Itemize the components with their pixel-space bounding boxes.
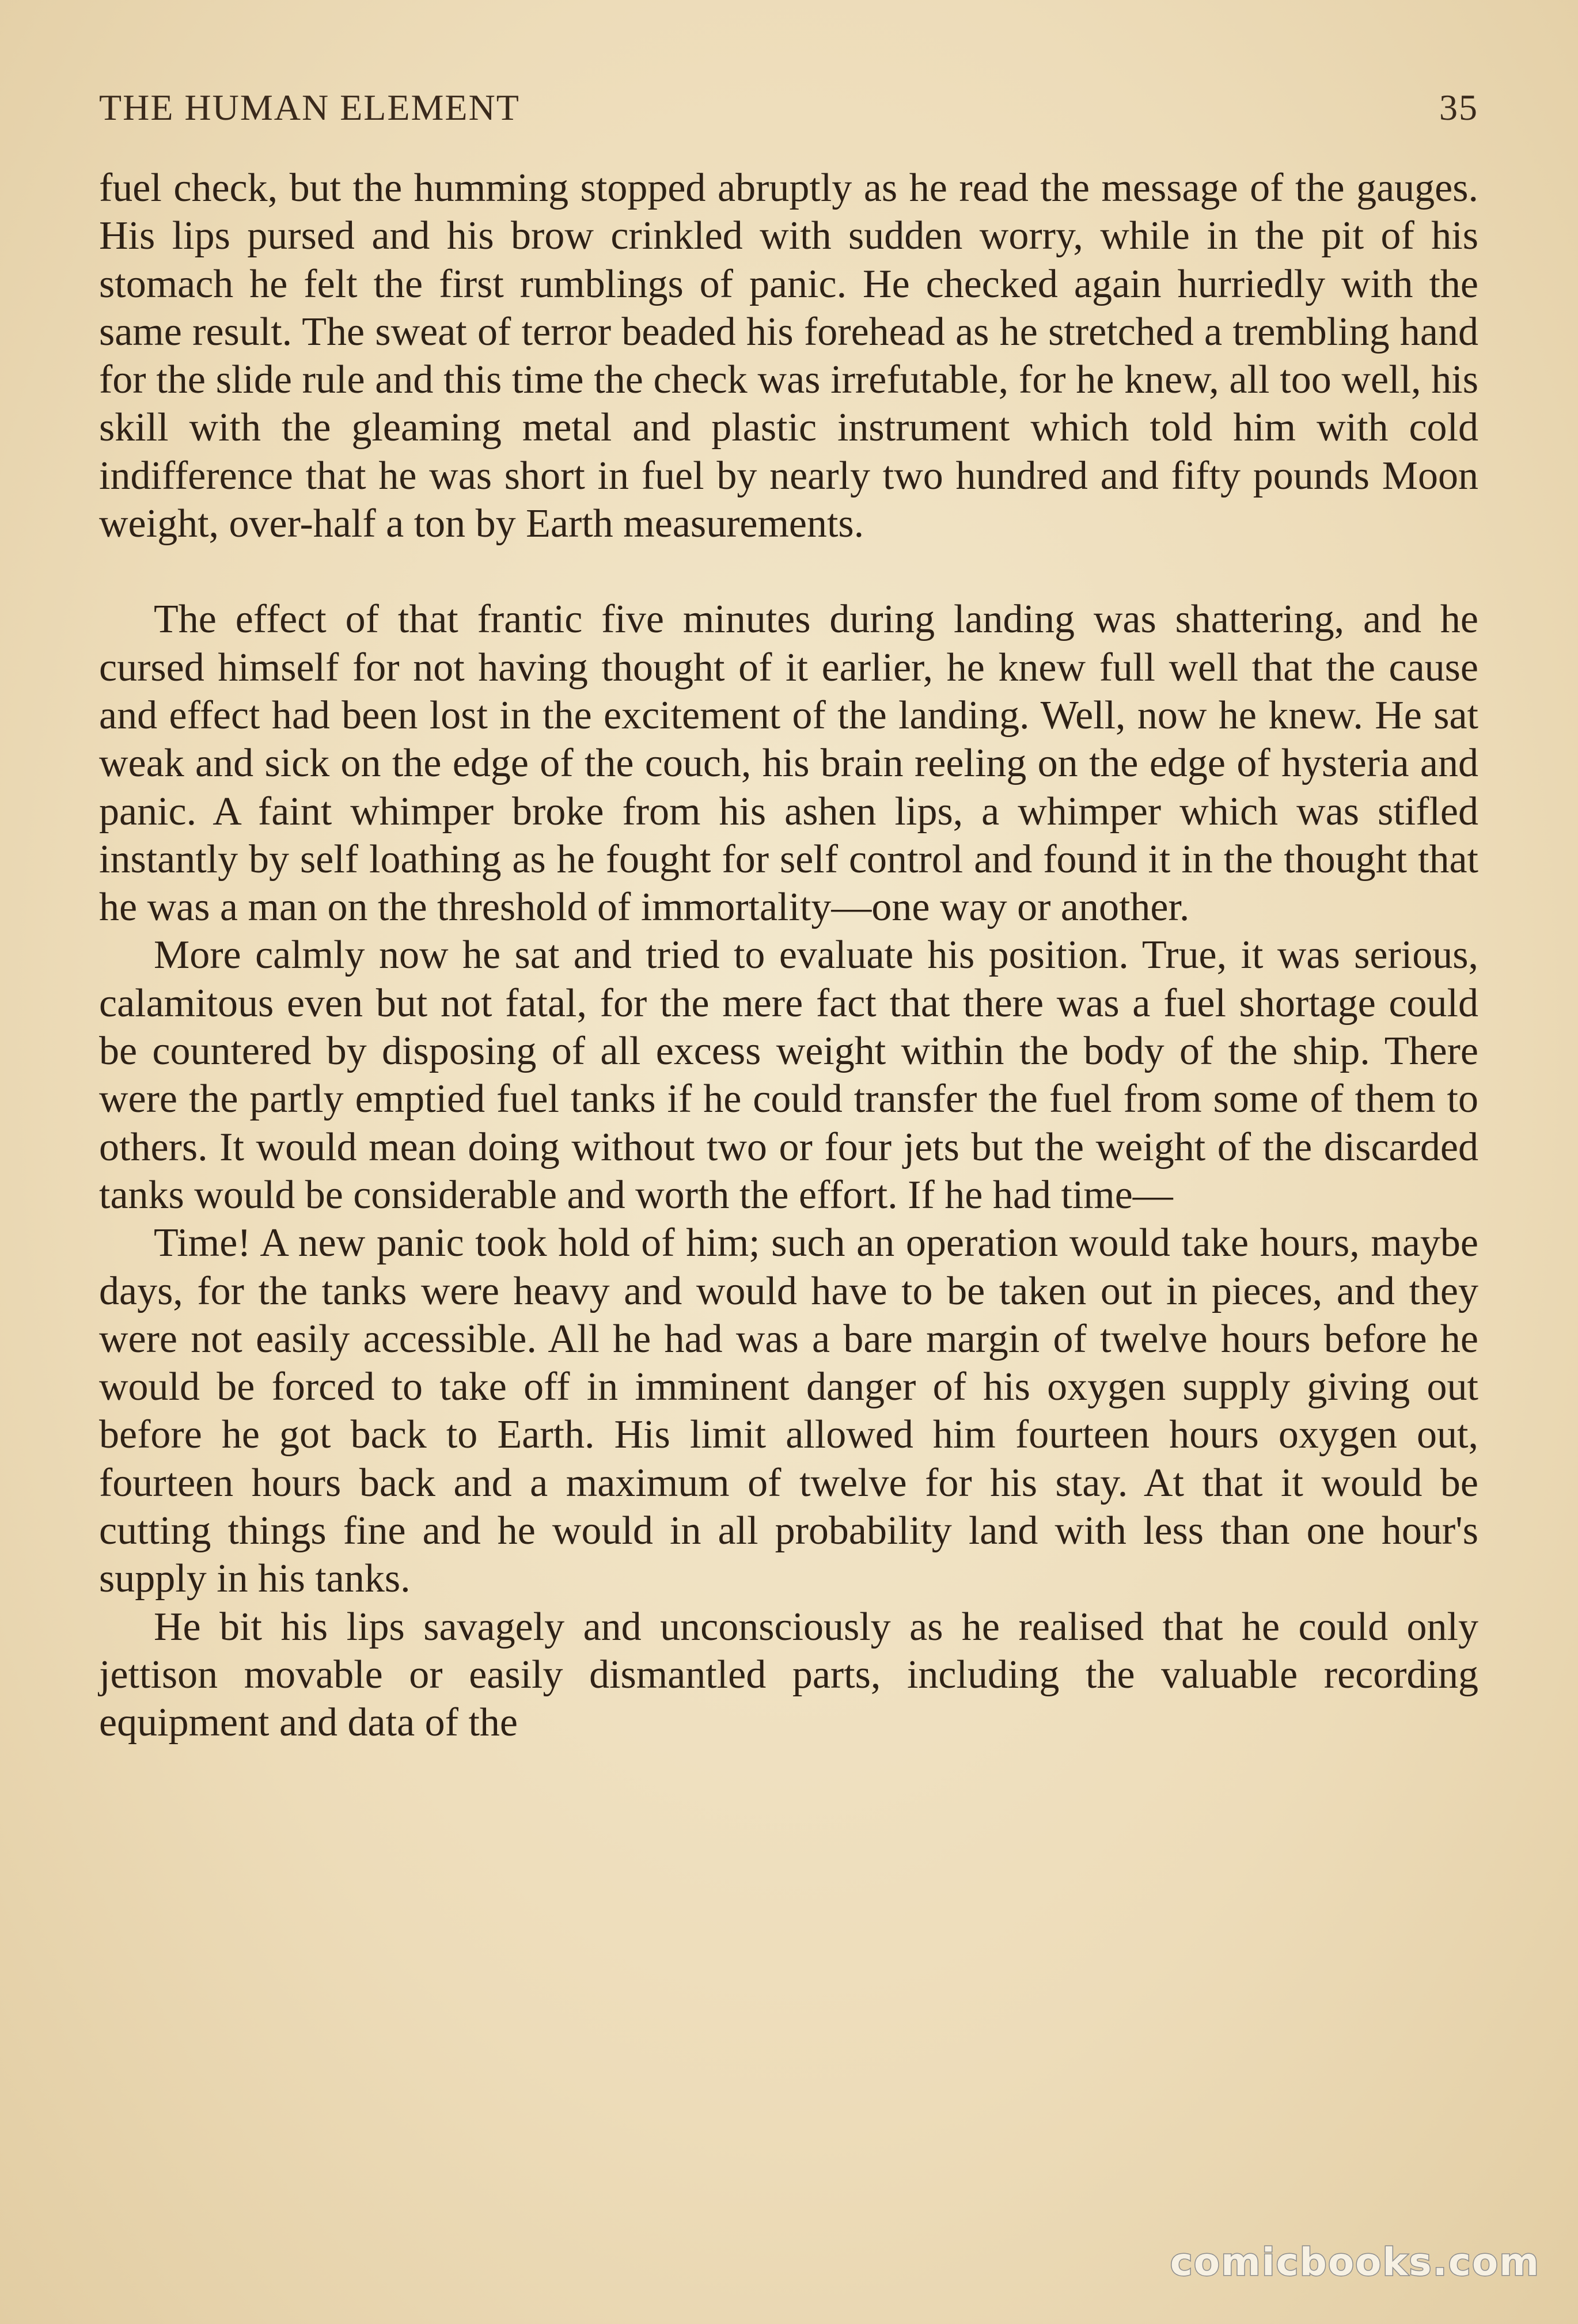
paragraph: More calmly now he sat and tried to evaluate his position. True, it was serious, calamitous even but not fatal, for the mere fact that there was a fuel shortage could be countered by disposing of all excess weight within the body of the ship. There were the partly emptied fuel tanks if he could transfer the fuel from some of them to others. It would mean doing without two or four jets but the weight of the discarded tanks would be considerable and worth the effort. If he had time—: [99, 933, 1478, 1217]
running-head: [99, 86, 1478, 138]
paragraph: The effect of that frantic five minutes during landing was shattering, and he cursed himself for not having thought of it earlier, he knew full well that the cause and effect had been lost in the excitement of the landing. Well, now he knew. He sat weak and sick on the edge of the couch, his brain reeling on the edge of hysteria and panic. A faint whimper broke from his ashen lips, a whimper which was stifled instantly by self loathing as he fought for self control and found it in the thought that he was a man on the threshold of immortality—one way or another.: [99, 597, 1478, 930]
paragraph-continued: fuel check, but the humming stopped abruptly as he read the message of the gauges. His lips pursed and his brow crinkled with sudden worry, while in the pit of his stomach he felt the first rumblings of panic. He checked again hurriedly with the same result. The sweat of terror beaded his forehead as he stretched a trembling hand for the slide rule and this time the check was irrefutable, for he knew, all too well, his skill with the gleaming metal and plastic instrument which told him with cold indifference that he was short in fuel by nearly two hundred and fifty pounds Moon weight, over-half a ton by Earth measurements.: [99, 166, 1478, 546]
page-number: 35: [1439, 87, 1478, 128]
paragraph: He bit his lips savagely and unconsciously as he realised that he could only jettison movable or easily dismantled parts, including the valuable recording equipment and data of the: [99, 1604, 1478, 1745]
watermark-logo: comicbooks.com: [1170, 2240, 1540, 2284]
running-title: THE HUMAN ELEMENT: [99, 87, 520, 128]
paragraph: Time! A new panic took hold of him; such an operation would take hours, maybe days, for the tanks were heavy and would have to be taken out in pieces, and they were not easily accessible. All he had was a bare margin of twelve hours before he would be forced to take off in imminent danger of his oxygen supply giving out before he got back to Earth. His limit allowed him fourteen hours oxygen out, fourteen hours back and a maximum of twelve for his stay. At that it would be cutting things fine and he would in all probability land with less than one hour's supply in his tanks.: [99, 1221, 1478, 1601]
body-text: [99, 164, 1478, 1747]
